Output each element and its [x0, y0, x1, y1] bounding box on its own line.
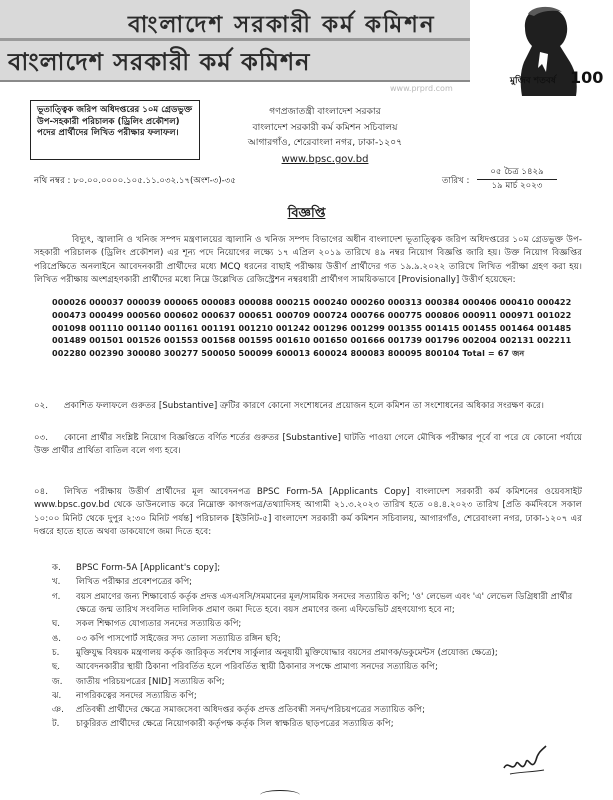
roll-row: 000473 000499 000560 000602 000637 000651 000709 000724 000766 000775 000806 000911 000971 001022	[52, 309, 572, 320]
watermark: www.prprd.com	[390, 84, 453, 93]
roll-row: 001489 001501 001526 001553 001568 001595 001610 001650 001666 001739 001796 002004 002131 002211	[52, 335, 572, 346]
page-continuation-mark	[260, 790, 300, 800]
paragraph-number: ০৪.	[34, 487, 49, 497]
list-item-label: খ.	[52, 577, 61, 588]
banner-divider	[0, 38, 470, 41]
memo-number: নথি নম্বর : ৮০.০০.০০০০.১০৫.১১.০৩২.১৭(অংশ-৩)-৩৫	[34, 176, 236, 186]
header-website-link[interactable]: www.bpsc.gov.bd	[281, 153, 369, 165]
paragraph-number: ০৩.	[34, 433, 49, 443]
notice-title: বিজ্ঞপ্তি	[287, 206, 326, 221]
banner-lettering-bottom: বাংলাদেশ সরকারী কর্ম কমিশন	[8, 47, 311, 76]
list-item	[52, 618, 582, 631]
office-header	[215, 104, 435, 168]
commission-building-banner	[0, 0, 470, 82]
banner-lettering-top: বাংলাদেশ সরকারী কর্ম কমিশন	[128, 11, 436, 38]
roll-row: 001098 001110 001140 001161 001191 001210 001242 001296 001299 001355 001415 001455 001464 001485	[52, 322, 572, 333]
roll-number-list	[52, 296, 572, 360]
date-english: ১৯ মার্চ ২০২৩	[491, 180, 543, 191]
paragraph-02	[34, 400, 582, 413]
date-bangla: ০৫ চৈত্র ১৪২৯	[477, 166, 557, 180]
list-item	[52, 633, 582, 646]
signature-icon	[500, 742, 550, 780]
paragraph-text: প্রকাশিত ফলাফলে গুরুতর [Substantive] ত্রুটির কারণে কোনো সংশোধনের প্রয়োজন হলে কমিশন তা সংশোধনের অধিকার সংরক্ষণ করে।	[64, 401, 545, 411]
list-item	[52, 704, 582, 717]
header-address: আগারগাঁও, শেরেবাংলা নগর, ঢাকা-১২০৭	[247, 137, 403, 149]
list-item-text: প্রতিবন্ধী প্রার্থীদের ক্ষেত্রে সমাজসেবা অধিদপ্তর কর্তৃক প্রদত্ত প্রতিবন্ধী সনদ/পরিচয়পত্রের সত্যায়িত কপি;	[76, 705, 426, 716]
mujib-logo-number: 100	[570, 68, 604, 87]
list-item-text: নাগরিকত্বের সনদের সত্যায়িত কপি;	[76, 690, 197, 701]
list-item	[52, 690, 582, 703]
list-item-text: লিখিত পরীক্ষার প্রবেশপত্রের কপি;	[76, 577, 193, 588]
list-item-label: ঘ.	[52, 619, 61, 630]
list-item-text: আবেদনকারীর স্থায়ী ঠিকানা পরিবর্তিত হলে পরিবর্তিত স্থায়ী ঠিকানার সপক্ষে প্রামাণ্য সনদের সত্যায়িত কপি;	[76, 662, 438, 673]
list-item	[52, 562, 582, 575]
header-commission: বাংলাদেশ সরকারী কর্ম কমিশন সচিবালয়	[252, 121, 398, 133]
list-item	[52, 718, 582, 731]
list-item-text: ০৩ কপি পাসপোর্ট সাইজের সদ্য তোলা সত্যায়িত রঙ্গিন ছবি;	[76, 633, 281, 644]
paragraph-number: ০২.	[34, 401, 49, 411]
result-callout-box: ভূতাত্ত্বিক জরিপ অধিদপ্তরের ১০ম গ্রেডভুক্ত উপ-সহকারী পরিচালক (ড্রিলিং প্রকৌশল) পদের প্রার্থীদের লিখিত পরীক্ষার ফলাফল।	[30, 100, 200, 160]
date-block	[477, 166, 557, 193]
list-item	[52, 676, 582, 689]
list-item-text: মুক্তিযুদ্ধ বিষয়ক মন্ত্রণালয় কর্তৃক জারিকৃত সর্বশেষ সার্কুলার অনুযায়ী মুক্তিযোদ্ধার বয়সের প্রমাণক/ডকুমেন্টস (প্রযোজ্য ক্ষেত্রে);	[76, 647, 498, 658]
list-item-text: বয়স প্রমাণের জন্য শিক্ষাবোর্ড কর্তৃক প্রদত্ত এসএসসি/সমমানের মূল/সাময়িক সনদের সত্যায়িত কপি; 'ও' লেভেল এবং 'এ' লেভেল ডিগ্রিধারী প্রার্থীর ক্ষেত্রে জন্ম তারিখ সংবলিত দালিলিক প্রমাণ জমা দিতে হবে। বয়স প্রমাণের জন্য এফিডেভিট গ্রহণযোগ্য হবে না;	[76, 591, 573, 615]
list-item-label: ট.	[52, 719, 60, 730]
list-item-label: জ.	[52, 676, 63, 687]
paragraph-text: লিখিত পরীক্ষায় উত্তীর্ণ প্রার্থীদের মূল আবেদনপত্র BPSC Form-5A [Applicants Copy] বাংলাদেশ সরকারী কর্ম কমিশনের ওয়েবসাইট www.bpsc.gov.bd থেকে ডাউনলোড করে নিম্নোক্ত কাগজপত্র/তথ্যাদিসহ আগামী ২১.৩.২০২৩ তারিখ হতে ০৪.৪.২০২৩ তারিখ [প্রতি কর্মদিবসে সকাল ১০:০০ মিনিট থেকে দুপুর ২:৩০ মিনিট পর্যন্ত] পরিচালক [ইউনিট-৫] বাংলাদেশ সরকারী কর্ম কমিশন সচিবালয়, আগারগাঁও, শেরেবাংলা নগর, ঢাকা-১২০৭ এর দপ্তরে হাতে হাতে অথবা ডাকযোগে জমা দিতে হবে:	[34, 487, 582, 538]
list-item-label: ছ.	[52, 662, 60, 673]
list-item-label: ক.	[52, 563, 61, 573]
date-label: তারিখ :	[442, 176, 470, 186]
list-item-label: ঝ.	[52, 690, 62, 701]
list-item	[52, 661, 582, 674]
list-item-text: সকল শিক্ষাগত যোগ্যতার সনদের সত্যায়িত কপি;	[76, 619, 242, 630]
list-item-label: ঙ.	[52, 633, 62, 644]
required-documents-list	[52, 562, 582, 733]
list-item-label: ঞ.	[52, 705, 64, 716]
header-government: গণপ্রজাতন্ত্রী বাংলাদেশ সরকার	[269, 106, 381, 117]
list-item	[52, 576, 582, 589]
mujib-logo-text: মুজিব শতবর্ষ	[510, 76, 556, 86]
paragraph-text: কোনো প্রার্থীর সংশ্লিষ্ট নিয়োগ বিজ্ঞপ্তিতে বর্ণিত শর্তের গুরুতর [Substantive] ঘাটতি পাওয়া গেলে মৌখিক পরীক্ষার পূর্বে বা পরে যে কোনো পর্যায়ে উক্ত প্রার্থীর প্রার্থিতা বাতিল বলে গণ্য হবে।	[34, 433, 582, 457]
roll-row: 000026 000037 000039 000065 000083 000088 000215 000240 000260 000313 000384 000406 000410 000422	[52, 297, 572, 307]
list-item	[52, 647, 582, 660]
paragraph-intro: বিদ্যুৎ, জ্বালানি ও খনিজ সম্পদ মন্ত্রণালয়ের জ্বালানি ও খনিজ সম্পদ বিভাগের অধীন বাংলাদেশ ভূতাত্ত্বিক জরিপ অধিদপ্তরের ১০ম গ্রেডভুক্ত উপ-সহকারী পরিচালক (ড্রিলিং প্রকৌশল) এর শূন্য পদে নিয়োগের লক্ষ্যে ১৭ এপ্রিল ২০১৯ তারিখে ৪৯ নম্বর নিয়োগ বিজ্ঞপ্তি জারি হয়। উক্ত নিয়োগ বিজ্ঞপ্তির পরিপ্রেক্ষিতে অনলাইনে আবেদনকারী প্রার্থীদের মধ্যে MCQ ধরনের বাছাই পরীক্ষায় উত্তীর্ণ প্রার্থীদের গত ১৯.৯.২০২২ তারিখে লিখিত পরীক্ষা গ্রহণ করা হয়। লিখিত পরীক্ষায় অংশগ্রহণকারী প্রার্থীদের মধ্যে নিম্নে উল্লেখিত রেজিস্ট্রেশন নম্বরধারী প্রার্থীগণ সাময়িকভাবে [Provisionally] উত্তীর্ণ হয়েছেন:	[34, 235, 582, 286]
list-item-text: জাতীয় পরিচয়পত্রের [NID] সত্যায়িত কপি;	[76, 676, 225, 687]
list-item-label: গ.	[52, 591, 61, 602]
paragraph-03	[34, 432, 582, 459]
list-item	[52, 591, 582, 618]
list-item-text: চাকুরিরত প্রার্থীদের ক্ষেত্রে নিয়োগকারী কর্তৃপক্ষ কর্তৃক সিল স্বাক্ষরিত ছাড়পত্রের সত্যায়িত কপি;	[76, 719, 394, 730]
list-item-label: চ.	[52, 647, 60, 658]
roll-row: 002280 002390 300080 300277 500050 500099 600013 600024 800083 800095 800104 Total = 67 জন	[52, 348, 525, 359]
list-item-text: BPSC Form-5A [Applicant's copy];	[76, 563, 221, 573]
paragraph-04	[34, 486, 582, 540]
